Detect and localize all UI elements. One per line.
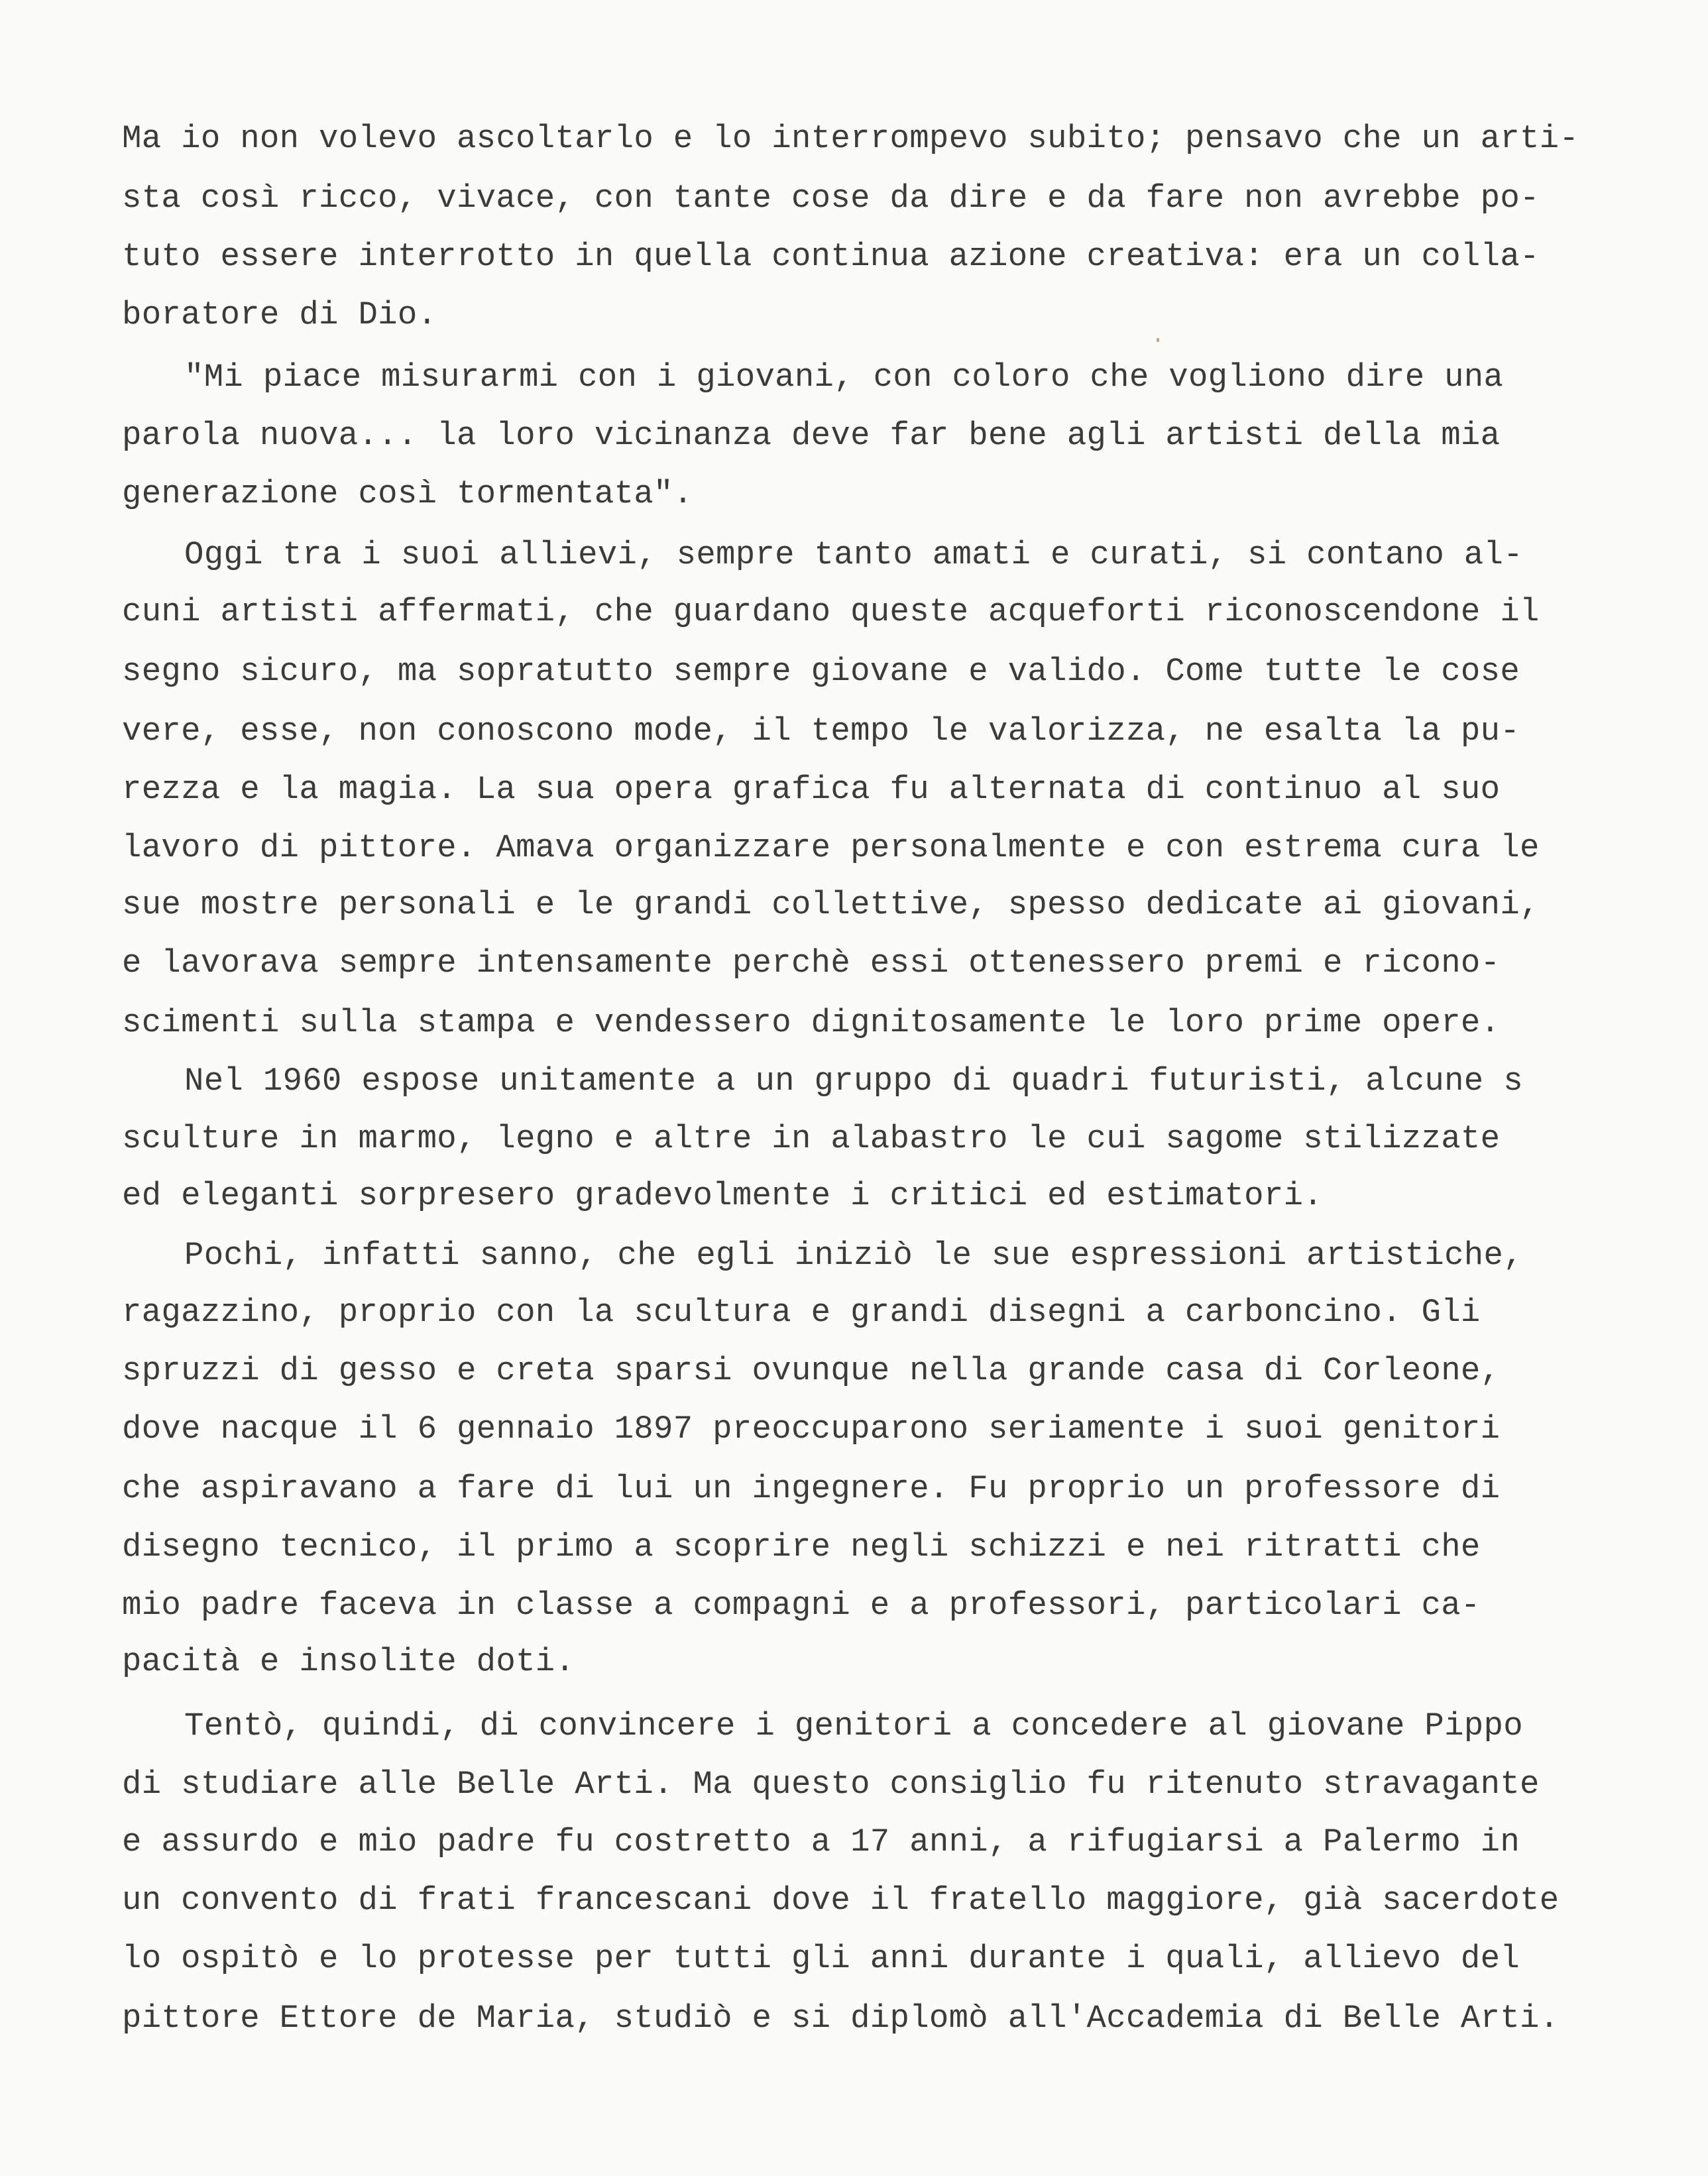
text-line: pacità e insolite doti.: [122, 1643, 575, 1680]
paper-speck: [1157, 338, 1159, 342]
text-line: lo ospitò e lo protesse per tutti gli anni durante i quali, allievo del: [122, 1940, 1520, 1977]
text-line: parola nuova... la loro vicinanza deve far bene agli artisti della mia: [122, 417, 1501, 454]
text-line: che aspiravano a fare di lui un ingegnere. Fu proprio un professore di: [122, 1470, 1501, 1507]
text-line: Nel 1960 espose unitamente a un gruppo di quadri futuristi, alcune s: [184, 1062, 1523, 1100]
text-line: spruzzi di gesso e creta sparsi ovunque nella grande casa di Corleone,: [122, 1352, 1501, 1389]
text-line: vere, esse, non conoscono mode, il tempo le valorizza, ne esalta la pu-: [122, 713, 1520, 750]
text-line: "Mi piace misurarmi con i giovani, con coloro che vogliono dire una: [184, 359, 1504, 396]
text-line: mio padre faceva in classe a compagni e a professori, particolari ca-: [122, 1587, 1481, 1624]
text-line: un convento di frati francescani dove il fratello maggiore, già sacerdote: [122, 1882, 1560, 1919]
text-line: dove nacque il 6 gennaio 1897 preoccuparono seriamente i suoi genitori: [122, 1410, 1501, 1448]
text-line: pittore Ettore de Maria, studiò e si diplomò all'Accademia di Belle Arti.: [122, 2000, 1560, 2037]
text-line: sta così ricco, vivace, con tante cose da dire e da fare non avrebbe po-: [122, 180, 1540, 217]
text-line: Ma io non volevo ascoltarlo e lo interrompevo subito; pensavo che un arti-: [122, 120, 1579, 157]
text-line: sue mostre personali e le grandi collettive, spesso dedicate ai giovani,: [122, 886, 1540, 923]
text-line: ed eleganti sorpresero gradevolmente i critici ed estimatori.: [122, 1177, 1323, 1214]
text-line: e lavorava sempre intensamente perchè essi ottenessero premi e ricono-: [122, 945, 1501, 982]
text-line: Oggi tra i suoi allievi, sempre tanto amati e curati, si contano al-: [184, 536, 1523, 573]
text-line: lavoro di pittore. Amava organizzare personalmente e con estrema cura le: [122, 829, 1540, 866]
text-line: rezza e la magia. La sua opera grafica fu alternata di continuo al suo: [122, 771, 1501, 808]
text-line: generazione così tormentata".: [122, 475, 693, 512]
text-line: sculture in marmo, legno e altre in alabastro le cui sagome stilizzate: [122, 1120, 1501, 1157]
text-line: ragazzino, proprio con la scultura e grandi disegni a carboncino. Gli: [122, 1294, 1481, 1331]
text-line: disegno tecnico, il primo a scoprire negli schizzi e nei ritratti che: [122, 1528, 1481, 1566]
text-line: di studiare alle Belle Arti. Ma questo consiglio fu ritenuto stravagante: [122, 1766, 1540, 1803]
text-line: scimenti sulla stampa e vendessero dignitosamente le loro prime opere.: [122, 1004, 1501, 1041]
text-line: boratore di Dio.: [122, 296, 437, 333]
text-line: e assurdo e mio padre fu costretto a 17 anni, a rifugiarsi a Palermo in: [122, 1823, 1520, 1861]
text-line: segno sicuro, ma sopratutto sempre giovane e valido. Come tutte le cose: [122, 653, 1520, 690]
text-line: tuto essere interrotto in quella continua azione creativa: era un colla-: [122, 238, 1540, 275]
text-line: Tentò, quindi, di convincere i genitori a concedere al giovane Pippo: [184, 1707, 1523, 1745]
text-line: cuni artisti affermati, che guardano queste acqueforti riconoscendone il: [122, 593, 1540, 630]
text-line: Pochi, infatti sanno, che egli iniziò le sue espressioni artistiche,: [184, 1237, 1523, 1274]
